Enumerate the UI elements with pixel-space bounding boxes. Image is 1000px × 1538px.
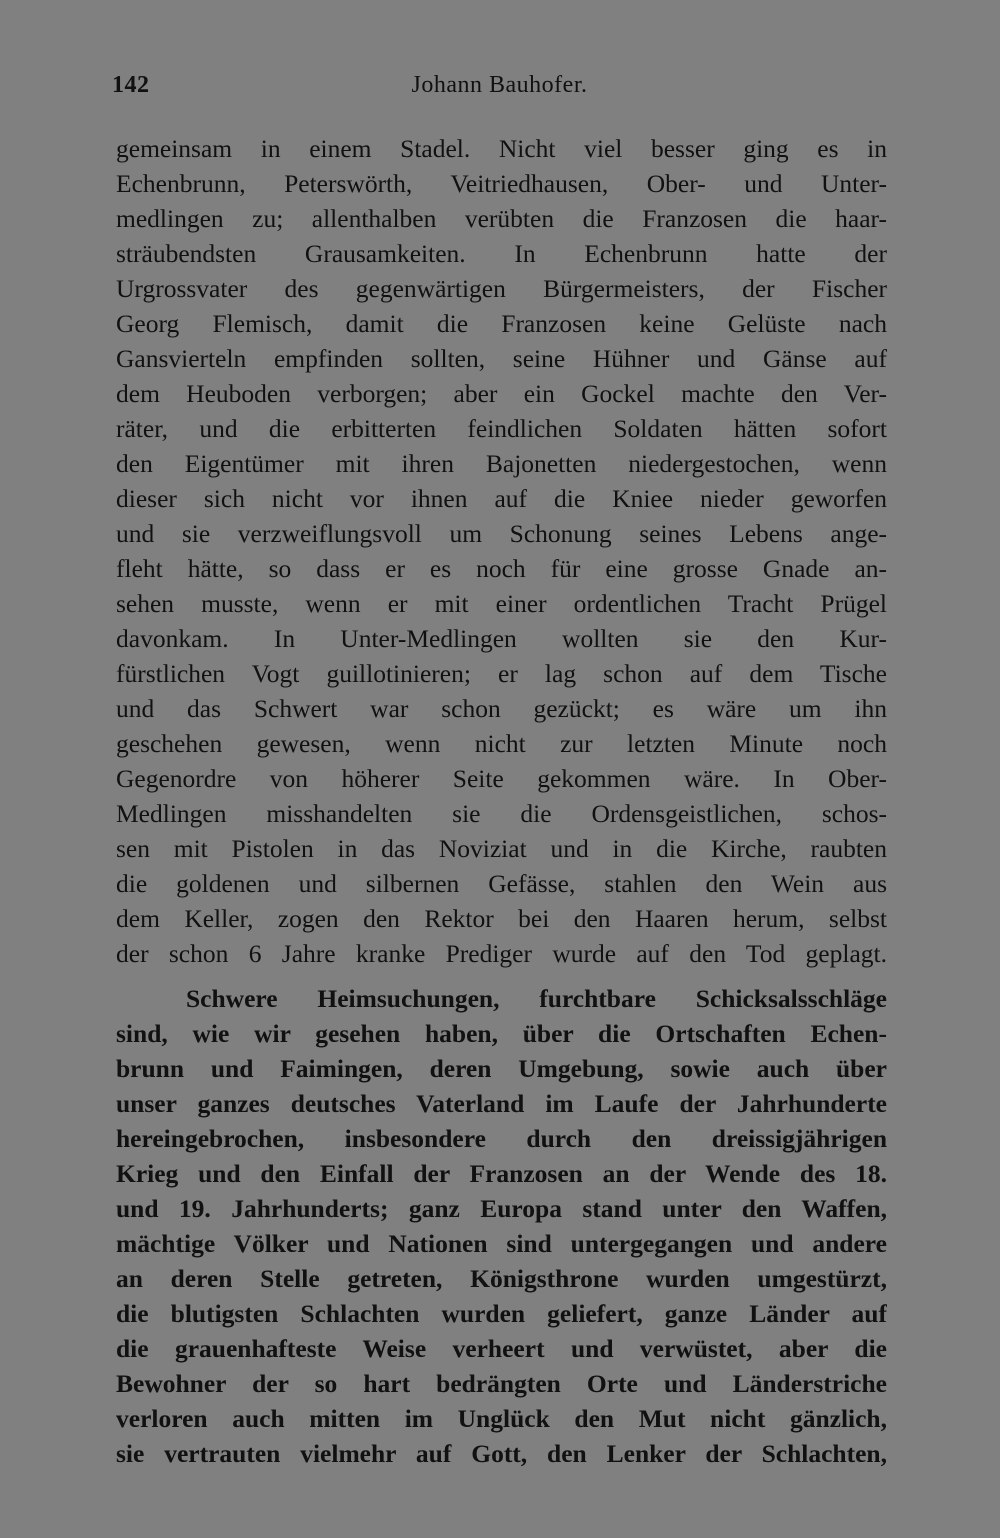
text-line: geschehen gewesen, wenn nicht zur letzten Minute noch — [116, 729, 887, 758]
text-line: sträubendsten Grausamkeiten. In Echenbrunn hatte der — [116, 239, 887, 268]
text-line: medlingen zu; allenthalben verübten die Franzosen die haar- — [116, 204, 887, 233]
text-line: räter, und die erbitterten feindlichen Soldaten hätten sofort — [116, 414, 887, 443]
text-line: mächtige Völker und Nationen sind untergegangen und andere — [116, 1229, 887, 1258]
text-line: und das Schwert war schon gezückt; es wäre um ihn — [116, 694, 887, 723]
text-line: unser ganzes deutsches Vaterland im Laufe der Jahrhunderte — [116, 1089, 887, 1118]
text-line: die blutigsten Schlachten wurden geliefert, ganze Länder auf — [116, 1299, 887, 1328]
text-line: sie vertrauten vielmehr auf Gott, den Lenker der Schlachten, — [116, 1439, 887, 1468]
paragraph-1 — [116, 131, 887, 971]
text-line: und 19. Jahrhunderts; ganz Europa stand unter den Waffen, — [116, 1194, 887, 1223]
text-line: Medlingen misshandelten sie die Ordensgeistlichen, schos- — [116, 799, 887, 828]
text-line: Echenbrunn, Peterswörth, Veitriedhausen, Ober- und Unter- — [116, 169, 887, 198]
text-line: an deren Stelle getreten, Königsthrone wurden umgestürzt, — [116, 1264, 887, 1293]
text-line: dem Keller, zogen den Rektor bei den Haaren herum, selbst — [116, 904, 887, 933]
text-line: hereingebrochen, insbesondere durch den dreissigjährigen — [116, 1124, 887, 1153]
text-line: sehen musste, wenn er mit einer ordentlichen Tracht Prügel — [116, 589, 887, 618]
text-line: die goldenen und silbernen Gefässe, stahlen den Wein aus — [116, 869, 887, 898]
paragraph-2 — [116, 981, 887, 1471]
text-line: Urgrossvater des gegenwärtigen Bürgermeisters, der Fischer — [116, 274, 887, 303]
text-line: die grauenhafteste Weise verheert und verwüstet, aber die — [116, 1334, 887, 1363]
text-line: Gansvierteln empfinden sollten, seine Hühner und Gänse auf — [116, 344, 887, 373]
text-line: Krieg und den Einfall der Franzosen an der Wende des 18. — [116, 1159, 887, 1188]
text-line: und sie verzweiflungsvoll um Schonung seines Lebens ange- — [116, 519, 887, 548]
text-line: den Eigentümer mit ihren Bajonetten niedergestochen, wenn — [116, 449, 887, 478]
text-line: Schwere Heimsuchungen, furchtbare Schicksalsschläge — [186, 984, 887, 1013]
text-line: verloren auch mitten im Unglück den Mut nicht gänzlich, — [116, 1404, 887, 1433]
text-line: sen mit Pistolen in das Noviziat und in die Kirche, raubten — [116, 834, 887, 863]
text-line: Bewohner der so hart bedrängten Orte und Länderstriche — [116, 1369, 887, 1398]
text-line: Gegenordre von höherer Seite gekommen wäre. In Ober- — [116, 764, 887, 793]
text-line: fleht hätte, so dass er es noch für eine grosse Gnade an- — [116, 554, 887, 583]
text-line: der schon 6 Jahre kranke Prediger wurde auf den Tod geplagt. — [116, 939, 887, 968]
running-title: Johann Bauhofer. — [411, 72, 588, 98]
page-header — [112, 72, 887, 106]
text-line: dem Heuboden verborgen; aber ein Gockel machte den Ver- — [116, 379, 887, 408]
text-line: dieser sich nicht vor ihnen auf die Kniee nieder geworfen — [116, 484, 887, 513]
text-line: brunn und Faimingen, deren Umgebung, sowie auch über — [116, 1054, 887, 1083]
text-line: gemeinsam in einem Stadel. Nicht viel besser ging es in — [116, 134, 887, 163]
text-line: fürstlichen Vogt guillotinieren; er lag schon auf dem Tische — [116, 659, 887, 688]
text-line: sind, wie wir gesehen haben, über die Ortschaften Echen- — [116, 1019, 887, 1048]
text-line: Georg Flemisch, damit die Franzosen keine Gelüste nach — [116, 309, 887, 338]
text-line: davonkam. In Unter-Medlingen wollten sie den Kur- — [116, 624, 887, 653]
page-number: 142 — [112, 72, 150, 98]
